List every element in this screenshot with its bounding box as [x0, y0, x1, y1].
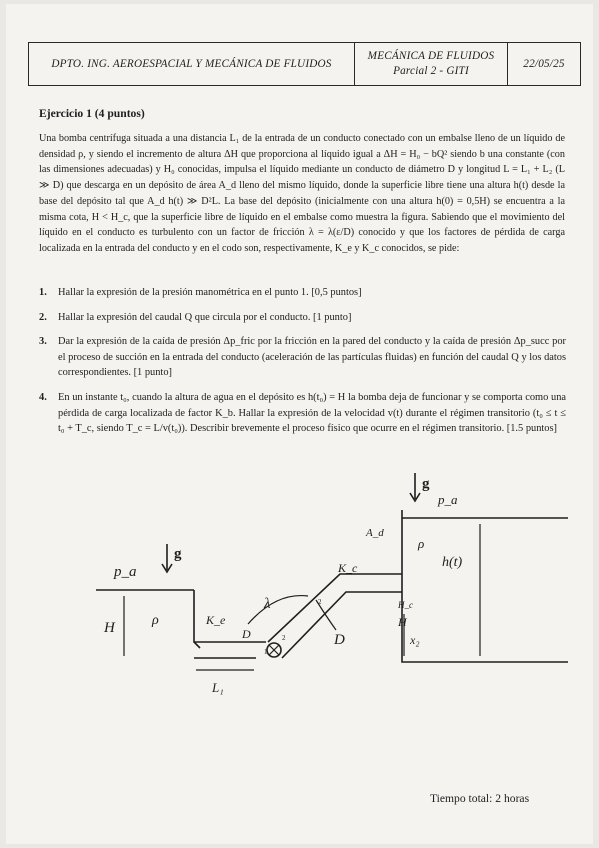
question-text: En un instante t₀, cuando la altura de agua en el depósito es h(t₀) = H la bomba deja de funcionar y se comporta como una pérdida de carga localizada de factor K_b. Hallar la expresión de la velocidad v(t) durante el régimen transitorio (t₀ ≤ t ≤ t₀ + T_c, siendo T_c = L/v(t₀)). Describir brevemente el proceso físico que ocurre en el régimen transitorio. [1.5 puntos]: [58, 391, 566, 435]
question-number: 3.: [39, 336, 47, 348]
exam-sheet: [6, 4, 593, 844]
ht-label: h(t): [442, 555, 463, 570]
H-left-label: H: [104, 620, 115, 636]
lambda-arc: [248, 596, 308, 624]
pump-cross: [269, 645, 279, 655]
pressure-pa-right: p_a: [438, 492, 458, 507]
pressure-pa-left: p_a: [114, 564, 137, 580]
point-1-label: 1: [264, 648, 268, 656]
gravity-label-right: g: [422, 476, 430, 492]
question-number: 2.: [39, 311, 47, 323]
question-number: 4.: [39, 391, 47, 403]
lambda-label: λ: [264, 596, 271, 612]
Ad-label: A_d: [366, 527, 384, 539]
rho-reservoir: ρ: [152, 613, 159, 628]
total-time: Tiempo total: 2 horas: [430, 792, 530, 805]
exercise-title: Ejercicio 1 (4 puntos): [39, 107, 145, 120]
exam-name: Parcial 2 - GITI: [393, 65, 469, 77]
H-right-label: H: [398, 615, 407, 629]
question-number: 1.: [39, 287, 47, 298]
point-2c-label: 2: [318, 598, 322, 606]
x2-label: x₂: [410, 633, 420, 647]
L1-label: L₁: [212, 680, 224, 695]
course-name: MECÁNICA DE FLUIDOS: [367, 50, 495, 62]
gravity-label-left: g: [174, 546, 182, 562]
point-2-label: 2: [282, 634, 286, 642]
D-small-label: D: [242, 627, 251, 641]
tank-wall: [402, 510, 568, 662]
exam-date: 22/05/25: [523, 58, 565, 70]
problem-statement: Una bomba centrífuga situada a una distancia L₁ de la entrada de un conducto conectado con un embalse lleno de un líquido de densidad ρ, y siendo el incremento de altura ΔH que proporciona al líquido igual a ΔH = H₀ − bQ² siendo b una constante (con las dimensiones adecuadas) y H₀ conocidas, impulsa el líquido mediante un conducto de diámetro D y longitud L = L₁ + L₂ (L ≫ D) que descarga en un depósito de área A_d lleno del mismo líquido, donde la superficie libre tiene una altura h(t) desde la base del depósito tal que A_d h(t) ≫ D²L. La base del depósito (inicialmente con una altura h(0) = 0,5H) se encuentra a la misma cota, H < H_c, que la superficie libre de líquido en el embalse como muestra la figura. Sabiendo que el movimiento del líquido en el conducto es turbulento con un factor de fricción λ = λ(ε/D) conocido y que los factores de pérdida de carga localizada en la entrada del conducto y en el codo son, respectivamente, K_e y K_c conocidos, se pide:: [39, 133, 565, 254]
Hc-label: H_c: [398, 600, 413, 610]
Kc-label: K_c: [338, 561, 358, 575]
question-text: Hallar la expresión del caudal Q que circula por el conducto. [1 punto]: [58, 311, 352, 323]
pipe-bottom-wall: [282, 592, 402, 658]
problem-figure: [6, 4, 593, 844]
reservoir-wall: [194, 590, 200, 648]
question-text: Dar la expresión de la caída de presión Δp_fric por la fricción en la pared del conducto y la caída de presión Δp_succ por el proceso de succión en la entrada del conducto (aceleración de las partículas fluidas) en función del caudal Q y los datos correspondientes. [1 punto]: [58, 336, 566, 379]
Ke-label: K_e: [206, 613, 226, 627]
question-text: Hallar la expresión de la presión manométrica en el punto 1. [0,5 puntos]: [58, 287, 362, 298]
D-big-label: D: [334, 632, 345, 648]
department-name: DPTO. ING. AEROESPACIAL Y MECÁNICA DE FLUIDOS: [51, 58, 332, 70]
rho-tank: ρ: [418, 536, 425, 551]
